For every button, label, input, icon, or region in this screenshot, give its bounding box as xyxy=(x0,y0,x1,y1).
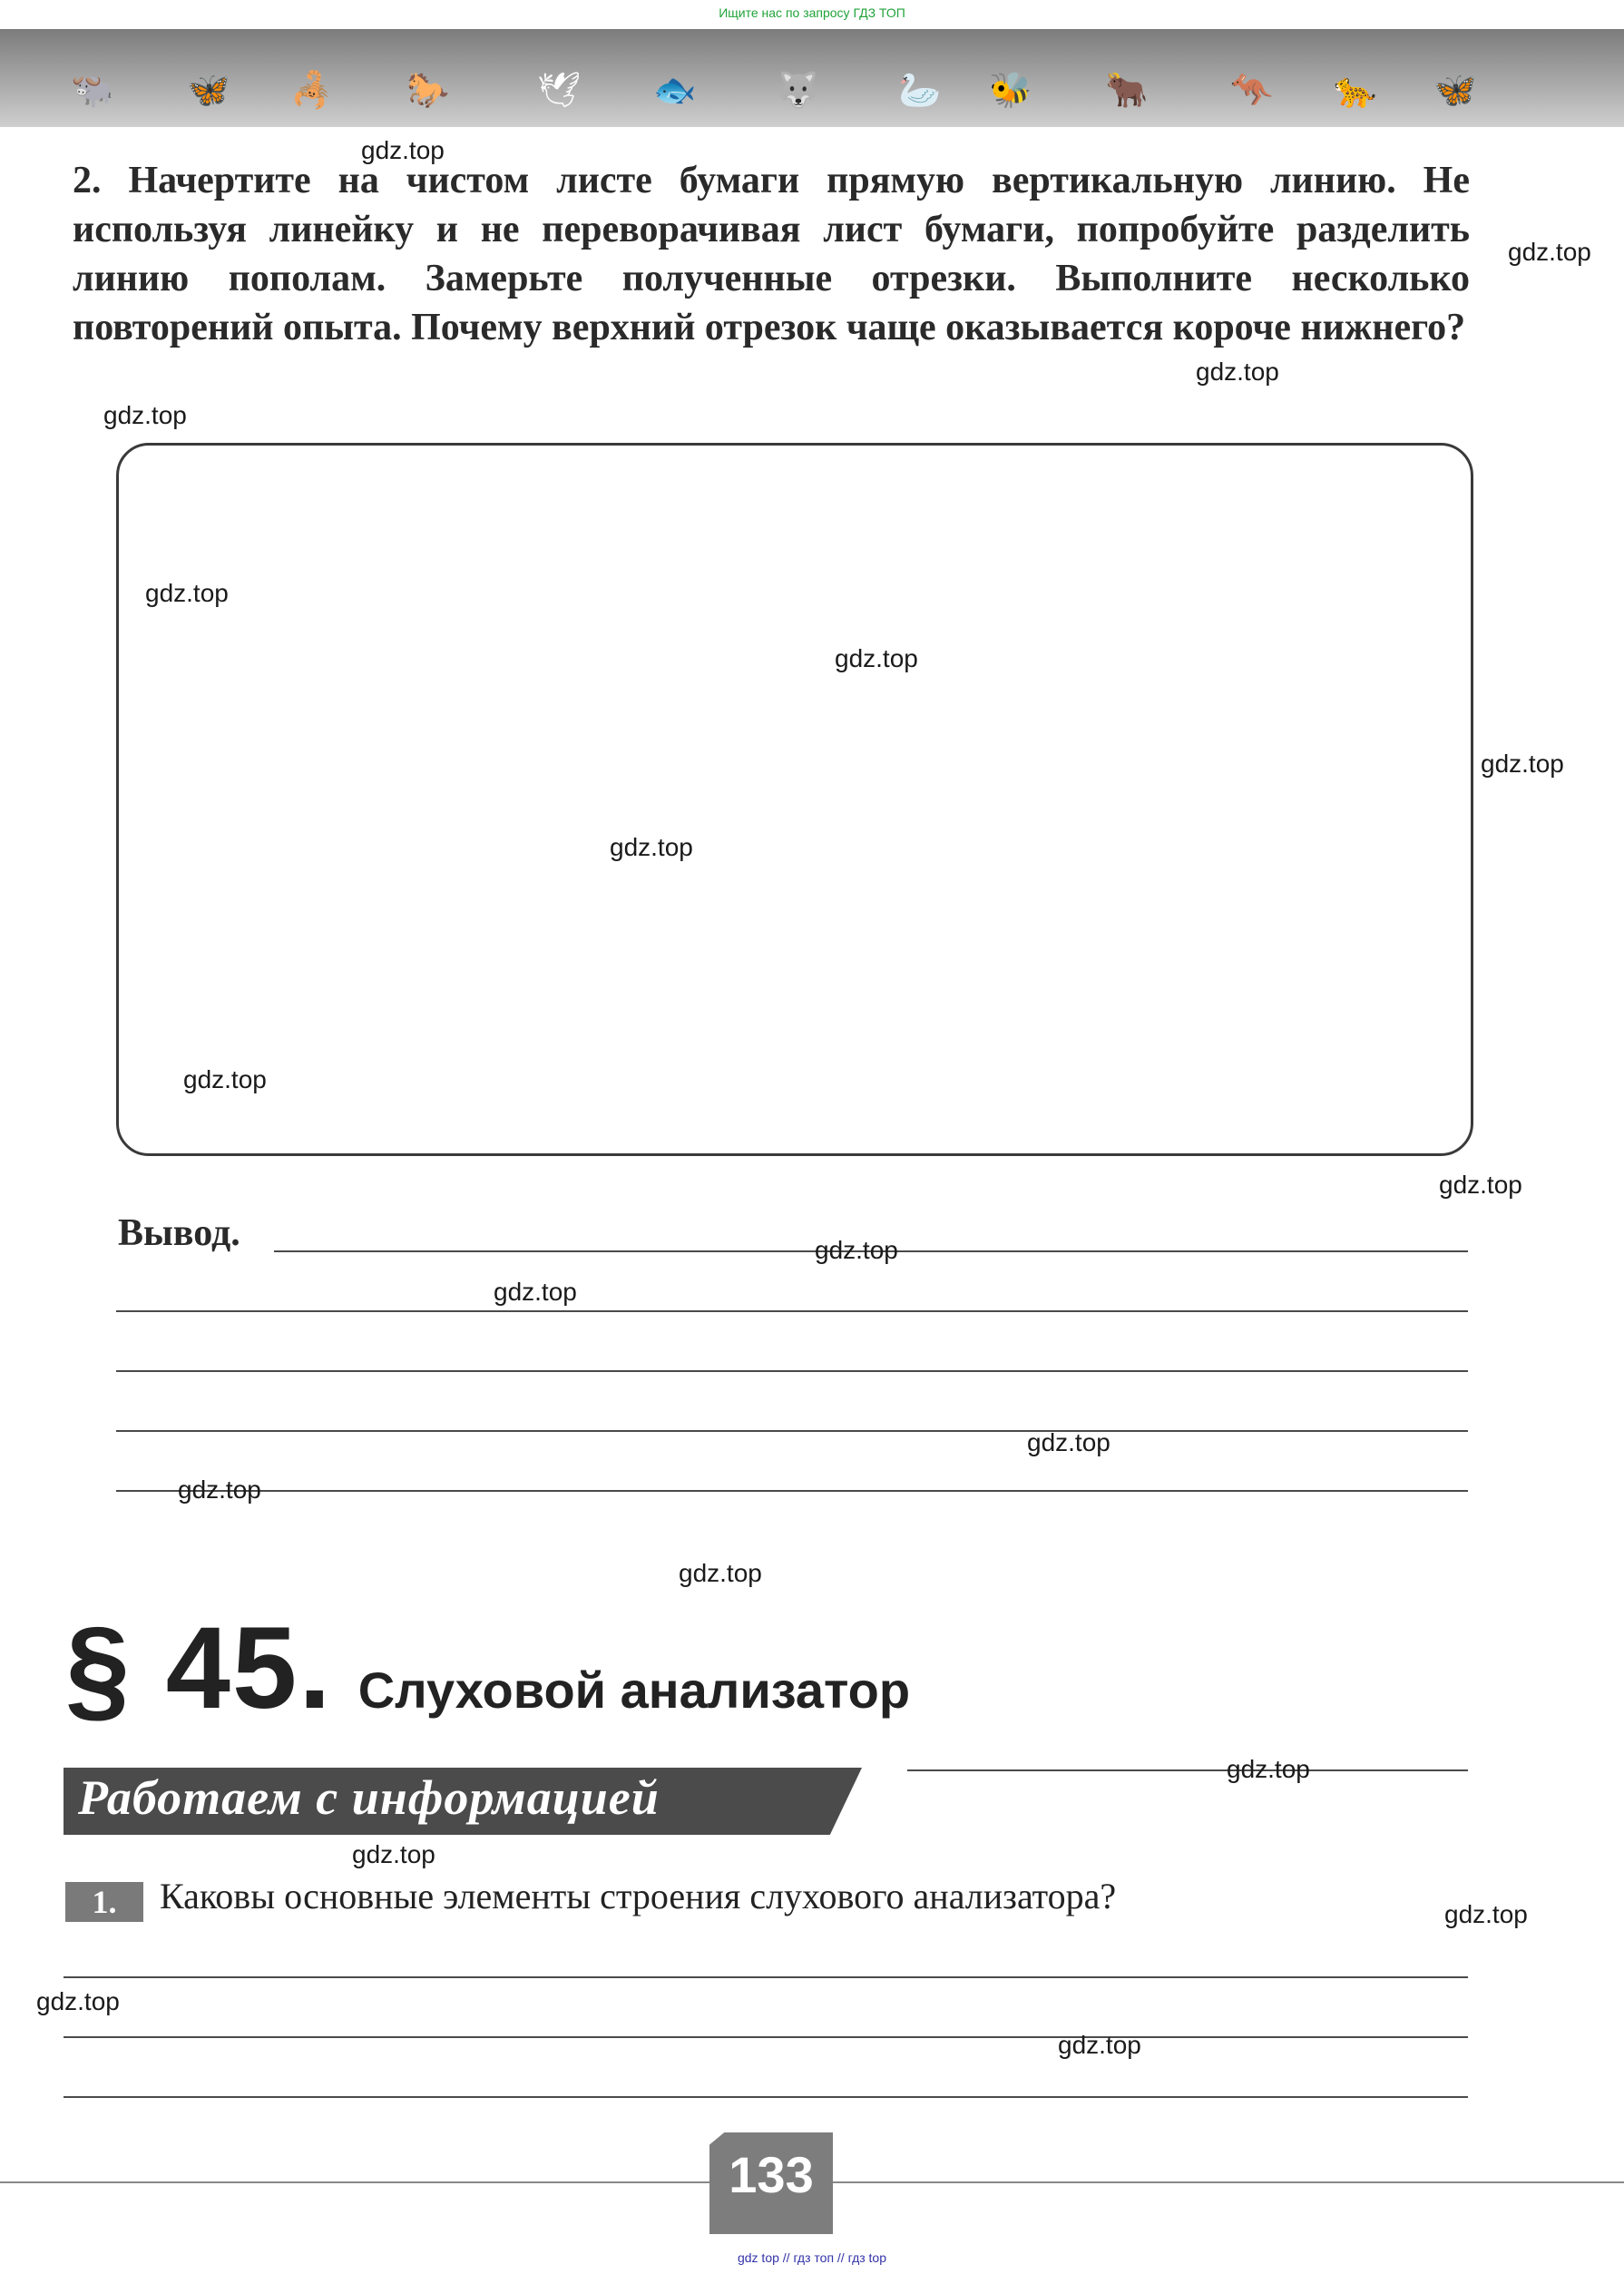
answer-line[interactable] xyxy=(64,2036,1468,2038)
bull-icon: 🐂 xyxy=(1105,70,1149,110)
watermark: gdz.top xyxy=(103,401,187,429)
watermark: gdz.top xyxy=(679,1559,762,1587)
watermark: gdz.top xyxy=(610,833,693,861)
answer-line[interactable] xyxy=(64,2096,1468,2098)
watermark: gdz.top xyxy=(1027,1428,1110,1456)
top-note: Ищите нас по запросу ГДЗ ТОП xyxy=(719,5,905,20)
answer-line[interactable] xyxy=(64,1976,1468,1978)
question-number: 1. xyxy=(65,1882,143,1922)
scorpion-icon: 🦂 xyxy=(290,70,334,110)
paragraph-title: Слуховой анализатор xyxy=(357,1661,911,1719)
answer-box[interactable] xyxy=(116,443,1473,1156)
watermark: gdz.top xyxy=(815,1236,898,1264)
watermark: gdz.top xyxy=(178,1475,261,1504)
bison-icon: 🐃 xyxy=(71,70,114,110)
header-animal-band xyxy=(0,29,1624,127)
divider-line xyxy=(907,1769,1468,1771)
conclusion-label: Вывод. xyxy=(118,1212,240,1254)
paragraph-number: § 45. xyxy=(65,1603,333,1733)
answer-line[interactable] xyxy=(116,1430,1468,1432)
watermark: gdz.top xyxy=(1227,1755,1310,1783)
task-number: 2. xyxy=(73,160,102,201)
bee-icon: 🐝 xyxy=(989,70,1032,110)
watermark: gdz.top xyxy=(1058,2031,1141,2059)
watermark: gdz.top xyxy=(36,1987,120,2015)
watermark: gdz.top xyxy=(1196,358,1279,386)
task-2 xyxy=(73,156,1470,352)
task-text: Начертите на чистом листе бумаги прямую вертикальную линию. Не используя линейку и не переворачивая лист бумаги, попробуйте разделить линию пополам. Замерьте полученные отрезки. Выполните несколько повторений опыта. Почему верхний отрезок чаще оказывается короче нижнего? xyxy=(73,160,1470,348)
watermark: gdz.top xyxy=(361,136,445,164)
butterfly-icon: 🦋 xyxy=(187,70,230,110)
watermark: gdz.top xyxy=(1444,1900,1528,1928)
cheetah-icon: 🐆 xyxy=(1334,70,1377,110)
watermark: gdz.top xyxy=(1439,1171,1522,1199)
paragraph-heading xyxy=(65,1602,911,1733)
question-text: Каковы основные элементы строения слухового анализатора? xyxy=(160,1876,1117,1916)
page-number: 133 xyxy=(729,2146,814,2203)
answer-line[interactable] xyxy=(116,1490,1468,1492)
kangaroo-icon: 🦘 xyxy=(1230,70,1274,110)
watermark: gdz.top xyxy=(1508,238,1591,266)
watermark: gdz.top xyxy=(352,1840,435,1868)
watermark: gdz.top xyxy=(1481,750,1564,778)
answer-line[interactable] xyxy=(116,1310,1468,1312)
section-banner-text: Работаем с информацией xyxy=(78,1770,660,1825)
watermark: gdz.top xyxy=(494,1278,577,1306)
heron-icon: 🦢 xyxy=(898,70,942,110)
answer-line[interactable] xyxy=(116,1370,1468,1372)
wolf-icon: 🐺 xyxy=(777,70,820,110)
horse-icon: 🐎 xyxy=(406,70,450,110)
watermark: gdz.top xyxy=(183,1065,267,1093)
moth-icon: 🦋 xyxy=(1433,70,1477,110)
bird-icon: 🕊 xyxy=(537,70,582,110)
footer-note: gdz top // гдз топ // гдз top xyxy=(737,2250,887,2265)
fish-icon: 🐟 xyxy=(653,70,697,110)
watermark: gdz.top xyxy=(835,644,918,672)
watermark: gdz.top xyxy=(145,579,229,607)
